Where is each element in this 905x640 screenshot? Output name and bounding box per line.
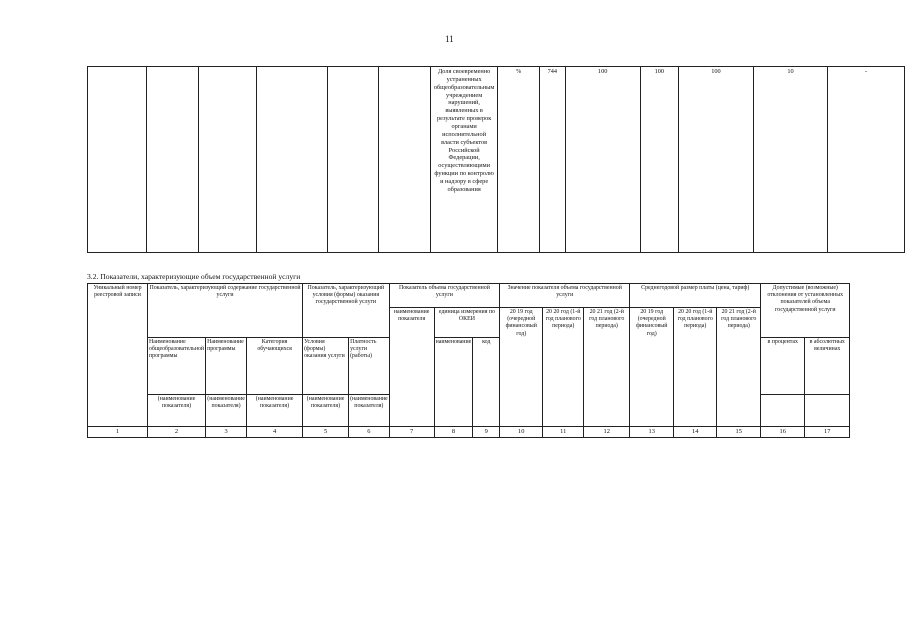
header-content-indicator: Показатель, характеризующий содержание государственной услуги — [148, 284, 303, 338]
header-volume-indicator: Показатель объема государственной услуги — [389, 284, 500, 308]
table-row — [88, 67, 905, 253]
value-year2: 100 — [640, 67, 678, 253]
unit-value: % — [498, 67, 540, 253]
subheader-payment: Платность услуги (работы) — [349, 338, 390, 395]
header-conditions-indicator: Показатель, характеризующий условия (формы) оказания государственной услуги — [303, 284, 390, 338]
column-number: 9 — [473, 427, 500, 438]
header-unique-number: Уникальный номер реестровой записи — [88, 284, 148, 427]
subheader-in-absolute: в абсолютных величинах — [805, 338, 850, 395]
deviation-percent: 10 — [754, 67, 828, 253]
header-fee-year2: 20 20 год (1-й год планового периода) — [674, 308, 717, 427]
naming-placeholder: (наименование показателя) — [303, 395, 349, 427]
column-number: 1 — [88, 427, 148, 438]
column-number: 5 — [303, 427, 349, 438]
section-title: 3.2. Показатели, характеризующие объем государственной услуги — [87, 272, 301, 281]
column-number: 15 — [717, 427, 761, 438]
empty-cell — [88, 67, 147, 253]
header-volume-value: Значение показателя объема государственной услуги — [500, 284, 630, 308]
column-number: 16 — [761, 427, 805, 438]
header-year3: 20 21 год (2-й год планового периода) — [584, 308, 630, 427]
column-number: 3 — [206, 427, 247, 438]
column-number: 11 — [543, 427, 584, 438]
header-fee-year1: 20 19 год (очередной финансовый год) — [630, 308, 674, 427]
header-fee-year3: 20 21 год (2-й год планового периода) — [717, 308, 761, 427]
naming-placeholder: (наименование показателя) — [247, 395, 303, 427]
empty-cell — [805, 395, 850, 427]
subheader-program: Наименование общеобразовательной программы — [148, 338, 206, 395]
empty-cell — [378, 67, 431, 253]
okei-code: 744 — [540, 67, 566, 253]
header-avg-fee: Среднегодовой размер платы (цена, тариф) — [630, 284, 761, 308]
subheader-category: Категория обучающихся — [247, 338, 303, 395]
column-number: 8 — [434, 427, 473, 438]
empty-cell — [761, 395, 805, 427]
empty-cell — [328, 67, 379, 253]
subheader-unit-name: наименование — [434, 338, 473, 427]
subheader-program-name: Наименование программы — [206, 338, 247, 395]
naming-placeholder: (наименование показателя) — [206, 395, 247, 427]
column-number: 13 — [630, 427, 674, 438]
column-number: 6 — [349, 427, 390, 438]
naming-placeholder: (наименование показателя) — [148, 395, 206, 427]
subheader-in-percent: в процентах — [761, 338, 805, 395]
column-number: 10 — [500, 427, 543, 438]
header-naming: наименование показателя — [389, 308, 434, 427]
column-number: 14 — [674, 427, 717, 438]
column-number-row — [88, 427, 850, 438]
column-number: 12 — [584, 427, 630, 438]
value-year3: 100 — [678, 67, 753, 253]
header-year1: 20 19 год (очередной финансовый год) — [500, 308, 543, 427]
subheader-unit-code: код — [473, 338, 500, 427]
table-row — [88, 284, 850, 308]
page-number: 11 — [445, 34, 454, 44]
header-deviations: Допустимые (возможные) отклонения от установленных показателей объема государственной услуги — [761, 284, 850, 338]
column-number: 7 — [389, 427, 434, 438]
quality-indicator-table — [87, 66, 905, 253]
column-number: 2 — [148, 427, 206, 438]
naming-placeholder: (наименование показателя) — [349, 395, 390, 427]
value-year1: 100 — [565, 67, 640, 253]
indicator-name: Доля своевременно устраненных общеобразовательным учреждением нарушений, выявленных в результате проверок органами исполнительной власти субъектов Российской Федерации, осуществляющими функции по контролю и надзору в сфере образования — [431, 67, 498, 253]
empty-cell — [257, 67, 328, 253]
column-number: 4 — [247, 427, 303, 438]
header-unit: единица измерения по ОКЕИ — [434, 308, 500, 338]
volume-indicator-table — [87, 283, 850, 438]
header-year2: 20 20 год (1-й год планового периода) — [543, 308, 584, 427]
deviation-absolute: - — [828, 67, 905, 253]
empty-cell — [147, 67, 199, 253]
empty-cell — [198, 67, 256, 253]
subheader-conditions: Условия (формы) оказания услуги — [303, 338, 349, 395]
column-number: 17 — [805, 427, 850, 438]
